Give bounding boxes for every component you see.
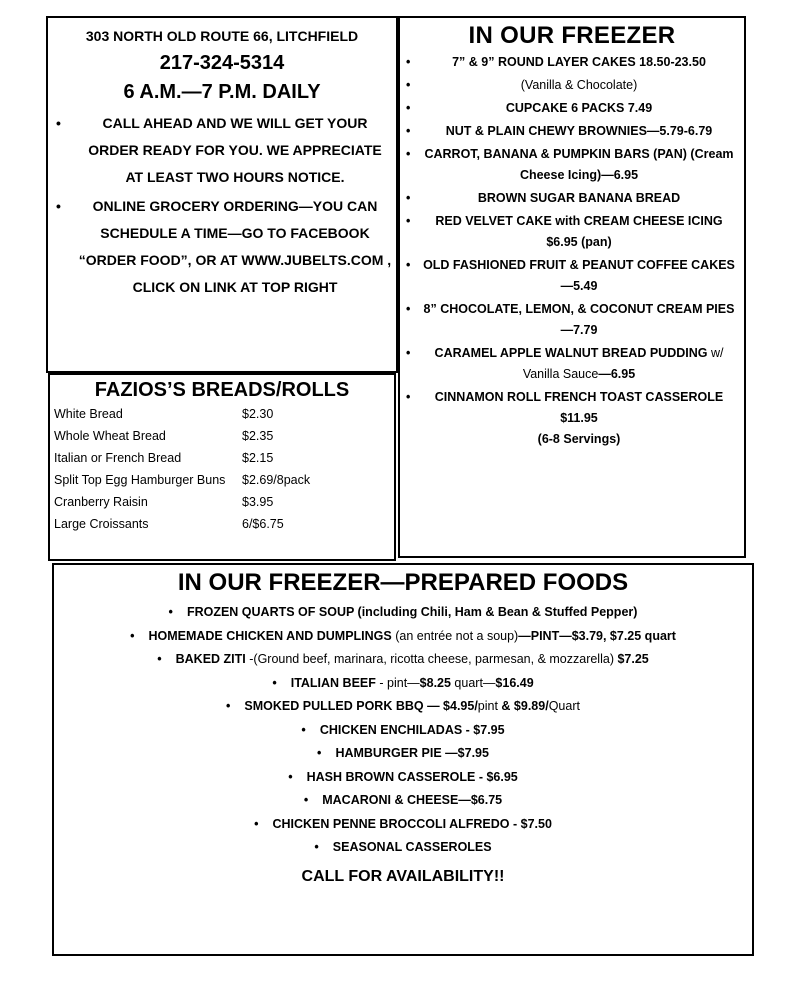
bullet-icon: •: [406, 191, 411, 205]
prepared-foods-box: [52, 563, 754, 956]
list-item: • SMOKED PULLED PORK BBQ — $4.95/pint & $9.89/Quart: [226, 699, 580, 713]
list-item: • 8” CHOCOLATE, LEMON, & COCONUT CREAM PIES—7.79: [400, 299, 740, 341]
list-item: • CARROT, BANANA & PUMPKIN BARS (PAN) (Cream Cheese Icing)—6.95: [400, 144, 740, 186]
bullet-icon: •: [406, 346, 411, 360]
breads-table: [54, 403, 310, 535]
prepared-title: IN OUR FREEZER—PREPARED FOODS: [177, 569, 629, 596]
info-notes: [48, 110, 396, 301]
breads-box: [48, 373, 396, 561]
freezer-list: [400, 52, 744, 450]
bullet-icon: •: [406, 78, 411, 92]
list-item: • HAMBURGER PIE —$7.95: [317, 746, 489, 760]
table-row: Cranberry Raisin $3.95: [54, 495, 274, 509]
list-item: • CUPCAKE 6 PACKS 7.49: [400, 98, 740, 119]
bullet-icon: •: [406, 147, 411, 161]
pudding-price: —6.95: [598, 367, 636, 381]
list-item: • FROZEN QUARTS OF SOUP (including Chili, Ham & Bean & Stuffed Pepper): [168, 605, 638, 619]
table-row: White Bread $2.30: [54, 407, 274, 421]
list-item: [400, 343, 740, 385]
list-item: • BROWN SUGAR BANANA BREAD: [400, 188, 740, 209]
pudding-name: CARAMEL APPLE WALNUT BREAD PUDDING: [434, 346, 708, 360]
bullet-icon: •: [406, 302, 411, 316]
bullet-icon: •: [406, 101, 411, 115]
call-ahead-note: • CALL AHEAD AND WE WILL GET YOUR ORDER READY FOR YOU. WE APPRECIATE AT LEAST TWO HOURS NOTICE.: [48, 110, 392, 191]
casserole-name: CINNAMON ROLL FRENCH TOAST CASSEROLE $11.95: [434, 390, 724, 425]
store-phone: 217-324-5314: [159, 52, 285, 74]
bullet-icon: •: [406, 214, 411, 228]
bullet-icon: •: [406, 258, 411, 272]
table-row: Large Croissants 6/$6.75: [54, 517, 284, 531]
list-item: • 7” & 9” ROUND LAYER CAKES 18.50-23.50: [400, 52, 740, 73]
list-item: • HASH BROWN CASSEROLE - $6.95: [288, 769, 518, 784]
list-item: • CHICKEN PENNE BROCCOLI ALFREDO - $7.50: [254, 816, 552, 831]
list-item: [400, 387, 740, 450]
list-item: • HOMEMADE CHICKEN AND DUMPLINGS (an entrée not a soup)—PINT—$3.79, $7.25 quart: [130, 628, 676, 643]
bullet-icon: •: [406, 124, 411, 138]
list-item: • MACARONI & CHEESE—$6.75: [303, 793, 503, 807]
online-ordering-note: • ONLINE GROCERY ORDERING—YOU CAN SCHEDULE A TIME—GO TO FACEBOOK “ORDER FOOD”, OR AT WWW.JUBELTS.COM , CLICK ON LINK AT TOP RIGHT: [48, 193, 392, 301]
table-row: Split Top Egg Hamburger Buns $2.69/8pack: [54, 473, 311, 487]
breads-title: FAZIOS’S BREADS/ROLLS: [94, 379, 350, 401]
bullet-icon: •: [406, 55, 411, 69]
prepared-list: [54, 601, 752, 860]
list-item: • CHICKEN ENCHILADAS - $7.95: [301, 722, 505, 737]
list-item: • SEASONAL CASSEROLES: [314, 840, 492, 854]
pudding-with: w/ Vanilla Sauce: [522, 346, 724, 381]
list-item: • OLD FASHIONED FRUIT & PEANUT COFFEE CAKES—5.49: [400, 255, 740, 297]
freezer-bakery-box: [398, 16, 746, 558]
bullet-icon: •: [406, 390, 411, 404]
freezer-title: IN OUR FREEZER: [468, 22, 676, 49]
store-address: 303 NORTH OLD ROUTE 66, LITCHFIELD: [85, 28, 359, 44]
casserole-servings: (6-8 Servings): [537, 432, 621, 446]
table-row: Italian or French Bread $2.15: [54, 451, 274, 465]
table-row: Whole Wheat Bread $2.35: [54, 429, 274, 443]
list-item: • NUT & PLAIN CHEWY BROWNIES—5.79-6.79: [400, 121, 740, 142]
list-item: • (Vanilla & Chocolate): [400, 75, 740, 96]
list-item: • RED VELVET CAKE with CREAM CHEESE ICING $6.95 (pan): [400, 211, 740, 253]
availability-callout: CALL FOR AVAILABILITY!!: [301, 867, 505, 885]
store-info-box: [46, 16, 398, 373]
list-item: • BAKED ZITI -(Ground beef, marinara, ricotta cheese, parmesan, & mozzarella) $7.25: [157, 652, 649, 666]
list-item: • ITALIAN BEEF - pint—$8.25 quart—$16.49: [272, 675, 534, 690]
store-hours: 6 A.M.—7 P.M. DAILY: [123, 81, 321, 103]
